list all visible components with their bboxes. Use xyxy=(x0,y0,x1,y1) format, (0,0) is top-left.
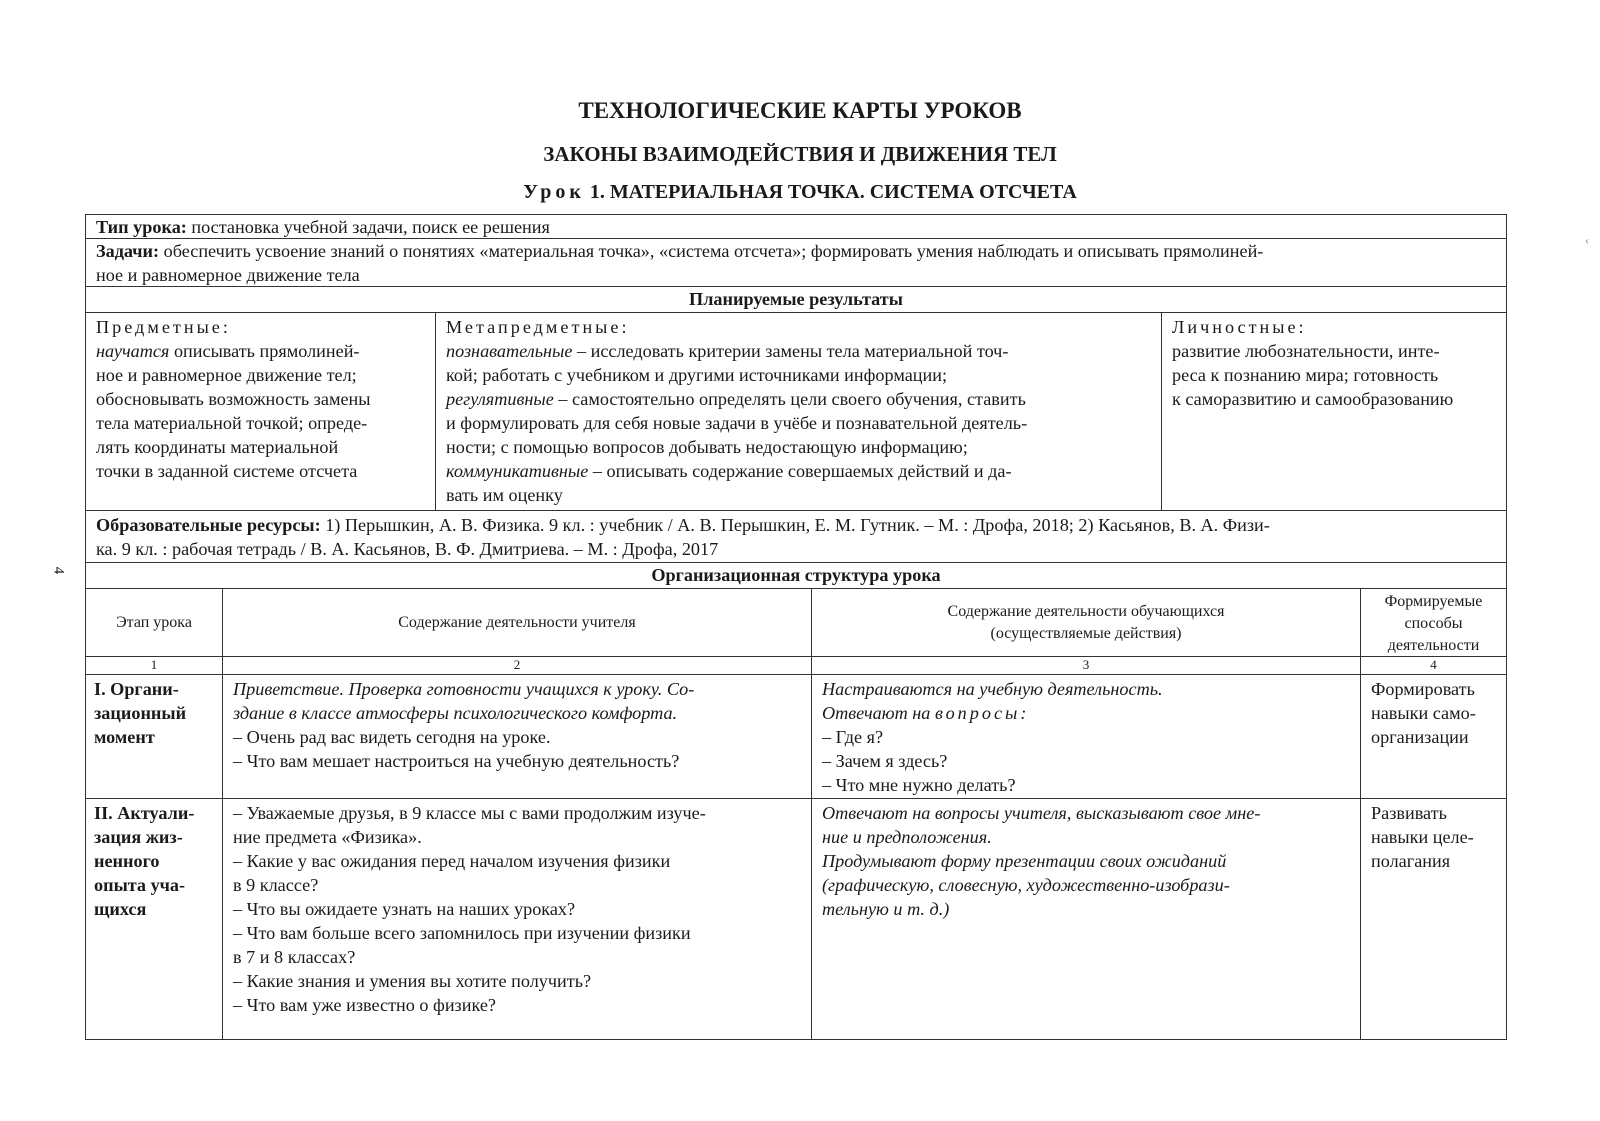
column-headers-row xyxy=(86,589,1506,657)
tasks-line-2: ное и равномерное движение тела xyxy=(96,265,360,285)
stage-cell xyxy=(86,675,223,798)
tasks-label: Задачи: xyxy=(96,241,160,261)
personal-heading: Личностные: xyxy=(1172,317,1307,337)
methods-line: навыки само- xyxy=(1371,703,1476,723)
meta-regulatory-line-3: ности; с помощью вопросов добывать недостающую информацию; xyxy=(446,437,968,457)
column-numbers-row xyxy=(86,657,1506,675)
teacher-line: здание в классе атмосферы психологического комфорта. xyxy=(233,703,678,723)
lesson-name: 1. МАТЕРИАЛЬНАЯ ТОЧКА. СИСТЕМА ОТСЧЕТА xyxy=(589,181,1077,203)
stage-line: I. Органи- xyxy=(94,679,179,699)
meta-communicative-line-1: – описывать содержание совершаемых действий и да- xyxy=(592,461,1012,481)
students-line: – Зачем я здесь? xyxy=(822,751,948,771)
stage-line: ненного xyxy=(94,851,160,871)
methods-line: организации xyxy=(1371,727,1469,747)
methods-line: полагания xyxy=(1371,851,1451,871)
meta-heading: Метапредметные: xyxy=(446,317,630,337)
personal-results-cell xyxy=(1162,313,1506,510)
stage-line: II. Актуали- xyxy=(94,803,195,823)
students-line: Отвечают на вопросы учителя, высказывают свое мне- xyxy=(822,803,1261,823)
resources-cell xyxy=(86,511,1506,562)
teacher-cell xyxy=(223,799,812,1039)
lesson-type-row xyxy=(86,215,1506,239)
col-methods-line-2: способы xyxy=(1404,615,1463,632)
tasks-row xyxy=(86,239,1506,287)
section-title: ЗАКОНЫ ВЗАИМОДЕЙСТВИЯ И ДВИЖЕНИЯ ТЕЛ xyxy=(543,142,1057,166)
students-line: Настраиваются на учебную деятельность. xyxy=(822,679,1163,699)
lesson-type-label: Тип урока: xyxy=(96,217,187,237)
methods-cell xyxy=(1361,799,1506,1039)
table-row xyxy=(86,799,1506,1039)
teacher-line: – Какие знания и умения вы хотите получить? xyxy=(233,971,592,991)
meta-regulatory-label: регулятивные xyxy=(446,389,554,409)
planned-results-header: Планируемые результаты xyxy=(689,289,903,309)
teacher-line: – Что вам мешает настроиться на учебную деятельность? xyxy=(233,751,680,771)
lesson-map-table xyxy=(85,214,1507,1040)
subject-italic: научатся xyxy=(96,341,170,361)
meta-cognitive-line-2: кой; работать с учебником и другими источниками информации; xyxy=(446,365,948,385)
tasks-line-1: обеспечить усвоение знаний о понятиях «материальная точка», «система отсчета»; формировать умения наблюдать и описывать прямолиней- xyxy=(163,241,1264,261)
subject-line-6: точки в заданной системе отсчета xyxy=(96,461,358,481)
subject-line-4: тела материальной точкой; опреде- xyxy=(96,413,368,433)
methods-cell xyxy=(1361,675,1506,798)
personal-line-3: к саморазвитию и самообразованию xyxy=(1172,389,1454,409)
students-line: ние и предположения. xyxy=(822,827,992,847)
planned-results-row xyxy=(86,313,1506,511)
personal-line-1: развитие любознательности, инте- xyxy=(1172,341,1440,361)
methods-line: Формировать xyxy=(1371,679,1475,699)
teacher-line: – Что вам больше всего запомнилось при изучении физики xyxy=(233,923,691,943)
document-title: ТЕХНОЛОГИЧЕСКИЕ КАРТЫ УРОКОВ xyxy=(578,98,1022,123)
teacher-line: – Что вы ожидаете узнать на наших уроках? xyxy=(233,899,576,919)
teacher-line: ние предмета «Физика». xyxy=(233,827,422,847)
col-methods-header xyxy=(1361,589,1506,656)
col-teacher-header: Содержание деятельности учителя xyxy=(223,589,812,656)
methods-line: навыки целе- xyxy=(1371,827,1474,847)
students-line: (графическую, словесную, художественно-изобрази- xyxy=(822,875,1230,895)
students-cell xyxy=(812,799,1361,1039)
teacher-line: в 9 классе? xyxy=(233,875,319,895)
stage-line: щихся xyxy=(94,899,147,919)
stage-line: зация жиз- xyxy=(94,827,183,847)
col-number-2: 2 xyxy=(223,657,812,674)
subject-line-5: лять координаты материальной xyxy=(96,437,339,457)
subject-line-3: обосновывать возможность замены xyxy=(96,389,371,409)
col-students-header xyxy=(812,589,1361,656)
subject-line-2: ное и равномерное движение тел; xyxy=(96,365,357,385)
page-number: 4 xyxy=(50,566,67,575)
subject-heading: Предметные: xyxy=(96,317,231,337)
lesson-type-value: постановка учебной задачи, поиск ее решения xyxy=(191,217,550,237)
students-line: вопросы: xyxy=(934,703,1030,723)
col-number-1: 1 xyxy=(86,657,223,674)
resources-row xyxy=(86,511,1506,563)
methods-line: Развивать xyxy=(1371,803,1447,823)
students-line: Продумывают форму презентации своих ожиданий xyxy=(822,851,1227,871)
teacher-line: – Какие у вас ожидания перед началом изучения физики xyxy=(233,851,671,871)
teacher-line: в 7 и 8 классах? xyxy=(233,947,356,967)
teacher-cell xyxy=(223,675,812,798)
col-methods-line-3: деятельности xyxy=(1387,637,1480,654)
col-number-4: 4 xyxy=(1430,657,1437,672)
tasks-cell xyxy=(86,239,1506,286)
structure-header-row xyxy=(86,563,1506,589)
lesson-title xyxy=(0,181,1600,204)
meta-cognitive-line-1: – исследовать критерии замены тела материальной точ- xyxy=(576,341,1009,361)
students-line: тельную и т. д.) xyxy=(822,899,950,919)
margin-mark: ‹ xyxy=(1585,233,1589,247)
table-row xyxy=(86,675,1506,799)
col-methods-line-1: Формируемые xyxy=(1384,593,1483,610)
resources-line-1: 1) Перышкин, А. В. Физика. 9 кл. : учебник / А. В. Перышкин, Е. М. Гутник. – М. : Дрофа, 2018; 2) Касьянов, В. А. Физи- xyxy=(325,515,1270,535)
personal-line-2: реса к познанию мира; готовность xyxy=(1172,365,1439,385)
meta-communicative-label: коммуникативные xyxy=(446,461,589,481)
meta-communicative-line-2: вать им оценку xyxy=(446,485,563,505)
teacher-line: Приветствие. Проверка готовности учащихся к уроку. Со- xyxy=(233,679,695,699)
subject-results-cell xyxy=(86,313,436,510)
structure-header: Организационная структура урока xyxy=(651,565,941,585)
stage-cell xyxy=(86,799,223,1039)
meta-regulatory-line-2: и формулировать для себя новые задачи в учёбе и познавательной деятель- xyxy=(446,413,1028,433)
planned-results-header-row xyxy=(86,287,1506,313)
students-line: Отвечают на xyxy=(822,703,931,723)
students-line: – Что мне нужно делать? xyxy=(822,775,1016,795)
stage-line: опыта уча- xyxy=(94,875,186,895)
meta-results-cell xyxy=(436,313,1162,510)
lesson-word: Урок xyxy=(523,181,585,203)
stage-line: момент xyxy=(94,727,155,747)
teacher-line: – Что вам уже известно о физике? xyxy=(233,995,497,1015)
stage-line: зационный xyxy=(94,703,187,723)
lesson-type-cell xyxy=(86,215,1506,238)
students-cell xyxy=(812,675,1361,798)
meta-regulatory-line-1: – самостоятельно определять цели своего обучения, ставить xyxy=(558,389,1026,409)
col-students-line-2: (осуществляемые действия) xyxy=(990,625,1182,642)
students-line: – Где я? xyxy=(822,727,884,747)
col-students-line-1: Содержание деятельности обучающихся xyxy=(947,603,1225,620)
teacher-line: – Очень рад вас видеть сегодня на уроке. xyxy=(233,727,551,747)
col-stage-header: Этап урока xyxy=(86,589,223,656)
teacher-line: – Уважаемые друзья, в 9 классе мы с вами продолжим изуче- xyxy=(233,803,706,823)
col-number-3: 3 xyxy=(812,657,1361,674)
resources-line-2: ка. 9 кл. : рабочая тетрадь / В. А. Касьянов, В. Ф. Дмитриева. – М. : Дрофа, 2017 xyxy=(96,539,719,559)
resources-label: Образовательные ресурсы: xyxy=(96,515,321,535)
subject-line-1: описывать прямолиней- xyxy=(173,341,360,361)
meta-cognitive-label: познавательные xyxy=(446,341,573,361)
